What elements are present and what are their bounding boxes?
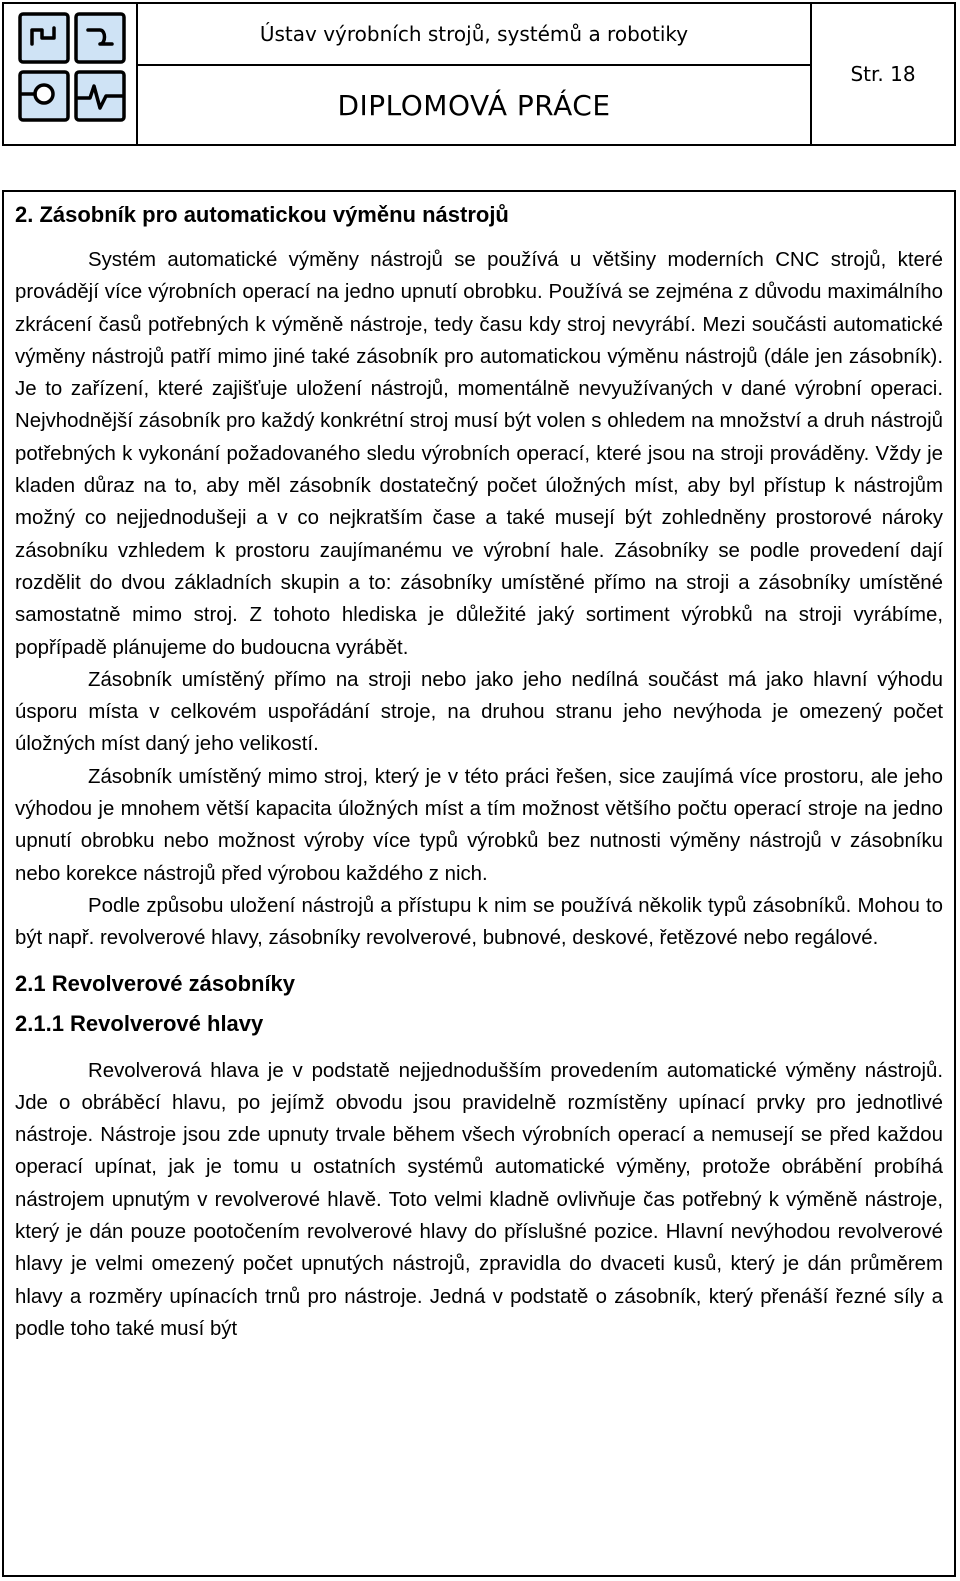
body-paragraph: Revolverová hlava je v podstatě nejjednodušším provedením automatické výměny nástrojů. Jde o obráběcí hlavu, po jejímž obvodu jsou pravidelně rozmístěny upínací prvky pro jednotlivé nástroje. Nástroje jsou zde upnuty trvale během všech výrobních operací a nemusejí se před každou operací upínat, jak je tomu u ostatních systémů automatické výměny, protože obrábění probíhá nástrojem upnutým v revolverové hlavě. Toto velmi kladně ovlivňuje čas potřebný k výměně nástroje, který je dán pouze pootočením revolverové hlavy do příslušné pozice. Hlavní nevýhodou revolverové hlavy je velmi omezený počet upnutých nástrojů, zpravidla do dvaceti kusů, který je dán průměrem hlavy a rozměry upínacích trnů pro nástroje. Jedná v podstatě o zásobník, který přenáší řezné síly a podle toho také musí být [15,1059,943,1340]
institute-logo [4,4,138,144]
page-number: Str. 18 [850,62,916,86]
page-header [2,2,956,146]
body-paragraph: Zásobník umístěný přímo na stroji nebo jako jeho nedílná součást má jako hlavní výhodu úsporu místa v celkovém uspořádání stroje, na druhou stranu jeho nevýhoda je omezený počet úložných míst daný jeho velikostí. [15,668,943,756]
header-center [138,4,812,144]
body-paragraph: Systém automatické výměny nástrojů se používá u většiny moderních CNC strojů, které provádějí více výrobních operací na jedno upnutí obrobku. Používá se zejména z důvodu maximálního zkrácení časů potřebných k výměně nástroje, tedy času kdy stroj nevyrábí. Mezi součásti automatické výměny nástrojů patří mimo jiné také zásobník pro automatickou výměnu nástrojů (dále jen zásobník). Je to zařízení, které zajišťuje uložení nástrojů, momentálně nevyužívaných v dané výrobní operaci. Nejvhodnější zásobník pro každý konkrétní stroj musí být volen s ohledem na množství a druh nástrojů potřebných k vykonání požadovaného sledu výrobních operací, které jsou na stroji prováděny. Vždy je kladen důraz na to, aby měl zásobník dostatečný počet úložných míst, aby byl přístup k nástrojům možný co nejjednodušeji a v co nejkratším čase a také musejí být zohledněny prostorové nároky zásobníku vzhledem k prostoru zaujímanému ve výrobní hale. Zásobníky se podle provedení dají rozdělit do dvou základních skupin a to: zásobníky umístěné přímo na stroji a zásobníky umístěné samostatně mimo stroj. Z tohoto hlediska je důležité jaký sortiment výrobků na stroji vyrábíme, popřípadě plánujeme do budoucna vyrábět. [15,249,943,659]
body-paragraph: Podle způsobu uložení nástrojů a přístupu k nim se používá několik typů zásobníků. Mohou to být např. revolverové hlavy, zásobníky revolverové, bubnové, deskové, řetězové nebo regálové. [15,894,943,950]
subsubsection-heading: 2.1.1 Revolverové hlavy [15,1010,264,1036]
subsection-heading: 2.1 Revolverové zásobníky [15,970,296,996]
body-paragraph: Zásobník umístěný mimo stroj, který je v této práci řešen, sice zaujímá více prostoru, ale jeho výhodou je mnohem větší kapacita úložných míst a tím možnost většího počtu operací stroje na jedno upnutí obrobku nebo možnost výroby více typů výrobků bez nutnosti výměny nástrojů v zásobníku nebo korekce nástrojů před výrobou každého z nich. [15,765,943,885]
section-heading: 2. Zásobník pro automatickou výměnu nástrojů [15,202,509,227]
page-content [2,190,956,1577]
institute-logo-icon [16,10,128,128]
institute-name: Ústav výrobních strojů, systémů a robotiky [138,4,810,66]
document-type: DIPLOMOVÁ PRÁCE [337,88,611,122]
